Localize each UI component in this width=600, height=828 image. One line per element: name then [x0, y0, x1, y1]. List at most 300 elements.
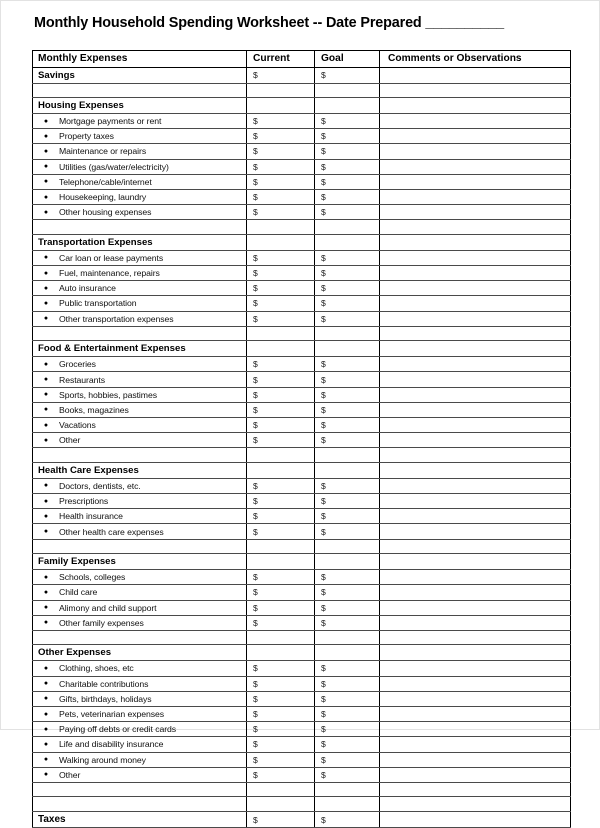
goal-amount-cell[interactable]: $ — [315, 509, 380, 524]
expense-item-other-health-care-expenses — [33, 524, 247, 539]
goal-amount-cell[interactable]: $ — [315, 478, 380, 493]
current-amount-cell[interactable]: $ — [247, 767, 315, 782]
item-row-content — [33, 205, 246, 219]
section-header-row — [33, 341, 571, 357]
expense-item-label: Restaurants — [59, 374, 105, 385]
expense-item-label: Other housing expenses — [59, 207, 152, 218]
bullet-icon: ● — [43, 208, 49, 216]
comments-cell[interactable] — [380, 174, 571, 189]
current-amount-cell[interactable] — [247, 462, 315, 478]
spacer-row — [33, 630, 571, 645]
expense-item-groceries — [33, 357, 247, 372]
item-row-content — [33, 753, 246, 767]
expense-item-other-transportation-expenses — [33, 311, 247, 326]
expense-item-row — [33, 159, 571, 174]
comments-cell[interactable] — [380, 144, 571, 159]
current-amount-cell[interactable]: $ — [247, 524, 315, 539]
column-header-current: Current — [247, 51, 315, 68]
expense-item-row — [33, 509, 571, 524]
goal-amount-cell[interactable]: $ — [315, 676, 380, 691]
item-row-content — [33, 129, 246, 143]
bullet-icon: ● — [43, 193, 49, 201]
current-amount-cell[interactable]: $ — [247, 357, 315, 372]
goal-amount-cell[interactable]: $ — [315, 402, 380, 417]
comments-cell[interactable] — [380, 737, 571, 752]
item-row-content — [33, 707, 246, 721]
bullet-icon: ● — [43, 391, 49, 399]
goal-amount-cell[interactable] — [315, 234, 380, 250]
expense-item-label: Vacations — [59, 420, 96, 431]
current-amount-cell[interactable]: $ — [247, 189, 315, 204]
goal-amount-cell[interactable]: $ — [315, 311, 380, 326]
current-amount-cell[interactable]: $ — [247, 691, 315, 706]
goal-amount-cell[interactable] — [315, 554, 380, 570]
goal-amount-cell[interactable]: $ — [315, 570, 380, 585]
comments-cell[interactable] — [380, 554, 571, 570]
comments-cell[interactable] — [380, 811, 571, 828]
goal-amount-cell[interactable]: $ — [315, 494, 380, 509]
goal-amount-cell[interactable]: $ — [315, 615, 380, 630]
section-label-health-care-expenses: Health Care Expenses — [33, 462, 247, 478]
expense-item-row — [33, 570, 571, 585]
spacer-goal-cell[interactable] — [315, 797, 380, 812]
expense-item-row — [33, 402, 571, 417]
current-amount-cell[interactable]: $ — [247, 311, 315, 326]
comments-cell[interactable] — [380, 296, 571, 311]
expense-item-auto-insurance — [33, 281, 247, 296]
current-amount-cell[interactable] — [247, 98, 315, 114]
item-row-content — [33, 661, 246, 675]
total-label-taxes: Taxes — [33, 811, 247, 828]
spacer-current-cell[interactable] — [247, 448, 315, 463]
goal-amount-cell[interactable]: $ — [315, 266, 380, 281]
expense-item-other-housing-expenses — [33, 205, 247, 220]
expense-item-other-family-expenses — [33, 615, 247, 630]
comments-cell[interactable] — [380, 797, 571, 812]
goal-amount-cell[interactable]: $ — [315, 737, 380, 752]
spacer-current-cell[interactable] — [247, 220, 315, 235]
spacer-goal-cell[interactable] — [315, 83, 380, 98]
current-amount-cell[interactable] — [247, 554, 315, 570]
item-row-content — [33, 418, 246, 432]
expense-item-label: Other — [59, 769, 81, 780]
expense-item-label: Gifts, birthdays, holidays — [59, 693, 152, 704]
comments-cell[interactable] — [380, 326, 571, 341]
item-row-content — [33, 570, 246, 584]
section-label-transportation-expenses: Transportation Expenses — [33, 234, 247, 250]
total-row — [33, 811, 571, 828]
comments-cell[interactable] — [380, 722, 571, 737]
section-header-row — [33, 67, 571, 83]
bullet-icon: ● — [43, 269, 49, 277]
expense-item-row — [33, 387, 571, 402]
goal-amount-cell[interactable]: $ — [315, 433, 380, 448]
item-row-content — [33, 722, 246, 736]
current-amount-cell[interactable]: $ — [247, 67, 315, 83]
comments-cell[interactable] — [380, 341, 571, 357]
goal-amount-cell[interactable]: $ — [315, 189, 380, 204]
current-amount-cell[interactable]: $ — [247, 144, 315, 159]
bullet-icon: ● — [43, 147, 49, 155]
expense-item-row — [33, 691, 571, 706]
expense-item-row — [33, 661, 571, 676]
comments-cell[interactable] — [380, 205, 571, 220]
expense-item-charitable-contributions — [33, 676, 247, 691]
goal-amount-cell[interactable]: $ — [315, 372, 380, 387]
spacer-row — [33, 782, 571, 797]
item-row-content — [33, 585, 246, 599]
current-amount-cell[interactable]: $ — [247, 418, 315, 433]
comments-cell[interactable] — [380, 661, 571, 676]
current-amount-cell[interactable]: $ — [247, 174, 315, 189]
goal-amount-cell[interactable]: $ — [315, 524, 380, 539]
bullet-icon: ● — [43, 254, 49, 262]
comments-cell[interactable] — [380, 98, 571, 114]
bullet-icon: ● — [43, 299, 49, 307]
expense-item-restaurants — [33, 372, 247, 387]
bullet-icon: ● — [43, 619, 49, 627]
expense-item-label: Groceries — [59, 359, 96, 370]
expense-item-label: Pets, veterinarian expenses — [59, 709, 165, 720]
comments-cell[interactable] — [380, 220, 571, 235]
goal-amount-cell[interactable]: $ — [315, 67, 380, 83]
expense-item-housekeeping-laundry — [33, 189, 247, 204]
comments-cell[interactable] — [380, 433, 571, 448]
current-amount-cell[interactable]: $ — [247, 570, 315, 585]
comments-cell[interactable] — [380, 676, 571, 691]
bullet-icon: ● — [43, 163, 49, 171]
comments-cell[interactable] — [380, 494, 571, 509]
spacer-cell — [33, 326, 247, 341]
bullet-icon: ● — [43, 376, 49, 384]
spacer-current-cell[interactable] — [247, 83, 315, 98]
spacer-goal-cell[interactable] — [315, 326, 380, 341]
bullet-icon: ● — [43, 421, 49, 429]
comments-cell[interactable] — [380, 706, 571, 721]
expense-item-other — [33, 433, 247, 448]
goal-amount-cell[interactable]: $ — [315, 767, 380, 782]
current-amount-cell[interactable]: $ — [247, 706, 315, 721]
current-amount-cell[interactable]: $ — [247, 250, 315, 265]
goal-amount-cell[interactable]: $ — [315, 296, 380, 311]
goal-amount-cell[interactable]: $ — [315, 811, 380, 828]
goal-amount-cell[interactable]: $ — [315, 144, 380, 159]
expense-item-row — [33, 706, 571, 721]
bullet-icon: ● — [43, 117, 49, 125]
comments-cell[interactable] — [380, 372, 571, 387]
comments-cell[interactable] — [380, 782, 571, 797]
comments-cell[interactable] — [380, 311, 571, 326]
spacer-row — [33, 326, 571, 341]
comments-cell[interactable] — [380, 570, 571, 585]
expense-item-row — [33, 433, 571, 448]
item-row-content — [33, 601, 246, 615]
expense-item-label: Property taxes — [59, 131, 114, 142]
bullet-icon: ● — [43, 132, 49, 140]
comments-cell[interactable] — [380, 478, 571, 493]
spacer-goal-cell[interactable] — [315, 448, 380, 463]
current-amount-cell[interactable]: $ — [247, 281, 315, 296]
comments-cell[interactable] — [380, 691, 571, 706]
comments-cell[interactable] — [380, 585, 571, 600]
expense-item-utilities-gas-water-electricity — [33, 159, 247, 174]
current-amount-cell[interactable]: $ — [247, 372, 315, 387]
bullet-icon: ● — [43, 482, 49, 490]
spacer-row — [33, 797, 571, 812]
column-header-monthly-expenses: Monthly Expenses — [33, 51, 247, 68]
expense-item-row — [33, 676, 571, 691]
expense-item-doctors-dentists-etc — [33, 478, 247, 493]
column-header-comments: Comments or Observations — [380, 51, 571, 68]
spacer-goal-cell[interactable] — [315, 220, 380, 235]
comments-cell[interactable] — [380, 387, 571, 402]
section-header-row — [33, 234, 571, 250]
section-header-row — [33, 98, 571, 114]
expense-item-label: Auto insurance — [59, 283, 116, 294]
expense-item-label: Child care — [59, 587, 98, 598]
expense-item-pets-veterinarian-expenses — [33, 706, 247, 721]
expense-item-health-insurance — [33, 509, 247, 524]
spacer-current-cell[interactable] — [247, 630, 315, 645]
spacer-cell — [33, 448, 247, 463]
goal-amount-cell[interactable]: $ — [315, 114, 380, 129]
item-row-content — [33, 144, 246, 158]
expense-item-paying-off-debts-or-credit-cards — [33, 722, 247, 737]
current-amount-cell[interactable]: $ — [247, 478, 315, 493]
section-header-row — [33, 554, 571, 570]
goal-amount-cell[interactable]: $ — [315, 387, 380, 402]
expense-item-fuel-maintenance-repairs — [33, 266, 247, 281]
expense-item-label: Other — [59, 435, 81, 446]
item-row-content — [33, 677, 246, 691]
comments-cell[interactable] — [380, 418, 571, 433]
comments-cell[interactable] — [380, 281, 571, 296]
expense-item-row — [33, 752, 571, 767]
goal-amount-cell[interactable]: $ — [315, 357, 380, 372]
current-amount-cell[interactable] — [247, 234, 315, 250]
spacer-goal-cell[interactable] — [315, 782, 380, 797]
expense-item-alimony-and-child-support — [33, 600, 247, 615]
current-amount-cell[interactable]: $ — [247, 266, 315, 281]
goal-amount-cell[interactable] — [315, 341, 380, 357]
item-row-content — [33, 388, 246, 402]
expense-item-row — [33, 296, 571, 311]
bullet-icon: ● — [43, 178, 49, 186]
comments-cell[interactable] — [380, 767, 571, 782]
goal-amount-cell[interactable]: $ — [315, 691, 380, 706]
comments-cell[interactable] — [380, 357, 571, 372]
expense-item-label: Mortgage payments or rent — [59, 116, 162, 127]
bullet-icon: ● — [43, 512, 49, 520]
table-header-row — [33, 51, 571, 68]
item-row-content — [33, 281, 246, 295]
comments-cell[interactable] — [380, 234, 571, 250]
goal-amount-cell[interactable] — [315, 98, 380, 114]
comments-cell[interactable] — [380, 600, 571, 615]
goal-amount-cell[interactable]: $ — [315, 418, 380, 433]
bullet-icon: ● — [43, 528, 49, 536]
expense-item-label: Books, magazines — [59, 404, 129, 415]
current-amount-cell[interactable]: $ — [247, 205, 315, 220]
current-amount-cell[interactable]: $ — [247, 114, 315, 129]
expense-item-label: Paying off debts or credit cards — [59, 724, 177, 735]
current-amount-cell[interactable]: $ — [247, 433, 315, 448]
comments-cell[interactable] — [380, 509, 571, 524]
spacer-current-cell[interactable] — [247, 539, 315, 554]
expense-item-schools-colleges — [33, 570, 247, 585]
spacer-cell — [33, 797, 247, 812]
section-label-housing-expenses: Housing Expenses — [33, 98, 247, 114]
spacer-cell — [33, 782, 247, 797]
expense-item-row — [33, 478, 571, 493]
current-amount-cell[interactable]: $ — [247, 387, 315, 402]
bullet-icon: ● — [43, 360, 49, 368]
comments-cell[interactable] — [380, 159, 571, 174]
goal-amount-cell[interactable]: $ — [315, 250, 380, 265]
goal-amount-cell[interactable]: $ — [315, 159, 380, 174]
comments-cell[interactable] — [380, 67, 571, 83]
expense-item-prescriptions — [33, 494, 247, 509]
item-row-content — [33, 403, 246, 417]
expense-item-label: Fuel, maintenance, repairs — [59, 268, 160, 279]
current-amount-cell[interactable]: $ — [247, 585, 315, 600]
goal-amount-cell[interactable]: $ — [315, 205, 380, 220]
current-amount-cell[interactable]: $ — [247, 296, 315, 311]
expense-item-label: Walking around money — [59, 754, 146, 765]
bullet-icon: ● — [43, 680, 49, 688]
comments-cell[interactable] — [380, 114, 571, 129]
goal-amount-cell[interactable] — [315, 462, 380, 478]
current-amount-cell[interactable]: $ — [247, 509, 315, 524]
item-row-content — [33, 433, 246, 447]
section-header-row — [33, 645, 571, 661]
expense-item-life-and-disability-insurance — [33, 737, 247, 752]
bullet-icon: ● — [43, 695, 49, 703]
expense-item-row — [33, 266, 571, 281]
bullet-icon: ● — [43, 771, 49, 779]
comments-cell[interactable] — [380, 524, 571, 539]
comments-cell[interactable] — [380, 129, 571, 144]
expense-item-label: Life and disability insurance — [59, 739, 164, 750]
expense-item-mortgage-payments-or-rent — [33, 114, 247, 129]
current-amount-cell[interactable]: $ — [247, 661, 315, 676]
current-amount-cell[interactable]: $ — [247, 615, 315, 630]
goal-amount-cell[interactable]: $ — [315, 129, 380, 144]
goal-amount-cell[interactable]: $ — [315, 722, 380, 737]
expense-item-property-taxes — [33, 129, 247, 144]
item-row-content — [33, 372, 246, 386]
bullet-icon: ● — [43, 740, 49, 748]
current-amount-cell[interactable]: $ — [247, 737, 315, 752]
comments-cell[interactable] — [380, 266, 571, 281]
current-amount-cell[interactable]: $ — [247, 494, 315, 509]
goal-amount-cell[interactable]: $ — [315, 174, 380, 189]
comments-cell[interactable] — [380, 189, 571, 204]
expense-item-label: Doctors, dentists, etc. — [59, 480, 141, 491]
item-row-content — [33, 692, 246, 706]
expense-item-row — [33, 615, 571, 630]
comments-cell[interactable] — [380, 402, 571, 417]
current-amount-cell[interactable] — [247, 645, 315, 661]
expense-item-row — [33, 114, 571, 129]
expense-item-row — [33, 737, 571, 752]
goal-amount-cell[interactable]: $ — [315, 585, 380, 600]
comments-cell[interactable] — [380, 645, 571, 661]
comments-cell[interactable] — [380, 83, 571, 98]
comments-cell[interactable] — [380, 250, 571, 265]
item-row-content — [33, 357, 246, 371]
bullet-icon: ● — [43, 664, 49, 672]
comments-cell[interactable] — [380, 630, 571, 645]
expense-item-label: Sports, hobbies, pastimes — [59, 389, 157, 400]
expense-item-row — [33, 585, 571, 600]
expense-item-row — [33, 524, 571, 539]
spacer-current-cell[interactable] — [247, 782, 315, 797]
current-amount-cell[interactable]: $ — [247, 811, 315, 828]
comments-cell[interactable] — [380, 539, 571, 554]
spacer-goal-cell[interactable] — [315, 630, 380, 645]
current-amount-cell[interactable]: $ — [247, 159, 315, 174]
comments-cell[interactable] — [380, 615, 571, 630]
section-label-family-expenses: Family Expenses — [33, 554, 247, 570]
expense-item-label: Charitable contributions — [59, 678, 149, 689]
spacer-row — [33, 448, 571, 463]
goal-amount-cell[interactable]: $ — [315, 706, 380, 721]
goal-amount-cell[interactable] — [315, 645, 380, 661]
goal-amount-cell[interactable]: $ — [315, 752, 380, 767]
item-row-content — [33, 296, 246, 310]
expense-item-row — [33, 281, 571, 296]
expense-item-label: Other family expenses — [59, 617, 144, 628]
spacer-goal-cell[interactable] — [315, 539, 380, 554]
bullet-icon: ● — [43, 604, 49, 612]
column-header-goal: Goal — [315, 51, 380, 68]
expense-item-clothing-shoes-etc — [33, 661, 247, 676]
spacer-current-cell[interactable] — [247, 326, 315, 341]
expense-item-row — [33, 357, 571, 372]
item-row-content — [33, 175, 246, 189]
expense-item-row — [33, 372, 571, 387]
current-amount-cell[interactable]: $ — [247, 402, 315, 417]
goal-amount-cell[interactable]: $ — [315, 600, 380, 615]
current-amount-cell[interactable]: $ — [247, 600, 315, 615]
bullet-icon: ● — [43, 573, 49, 581]
current-amount-cell[interactable] — [247, 341, 315, 357]
expense-item-label: Car loan or lease payments — [59, 252, 164, 263]
expense-item-row — [33, 144, 571, 159]
spacer-cell — [33, 220, 247, 235]
comments-cell[interactable] — [380, 752, 571, 767]
comments-cell[interactable] — [380, 462, 571, 478]
expense-item-label: Housekeeping, laundry — [59, 192, 147, 203]
current-amount-cell[interactable]: $ — [247, 129, 315, 144]
section-label-other-expenses: Other Expenses — [33, 645, 247, 661]
expense-item-label: Schools, colleges — [59, 572, 126, 583]
item-row-content — [33, 190, 246, 204]
expense-item-row — [33, 722, 571, 737]
current-amount-cell[interactable]: $ — [247, 676, 315, 691]
comments-cell[interactable] — [380, 448, 571, 463]
spacer-current-cell[interactable] — [247, 797, 315, 812]
spacer-row — [33, 220, 571, 235]
item-row-content — [33, 312, 246, 326]
bullet-icon: ● — [43, 710, 49, 718]
goal-amount-cell[interactable]: $ — [315, 661, 380, 676]
item-row-content — [33, 737, 246, 751]
current-amount-cell[interactable]: $ — [247, 722, 315, 737]
goal-amount-cell[interactable]: $ — [315, 281, 380, 296]
current-amount-cell[interactable]: $ — [247, 752, 315, 767]
